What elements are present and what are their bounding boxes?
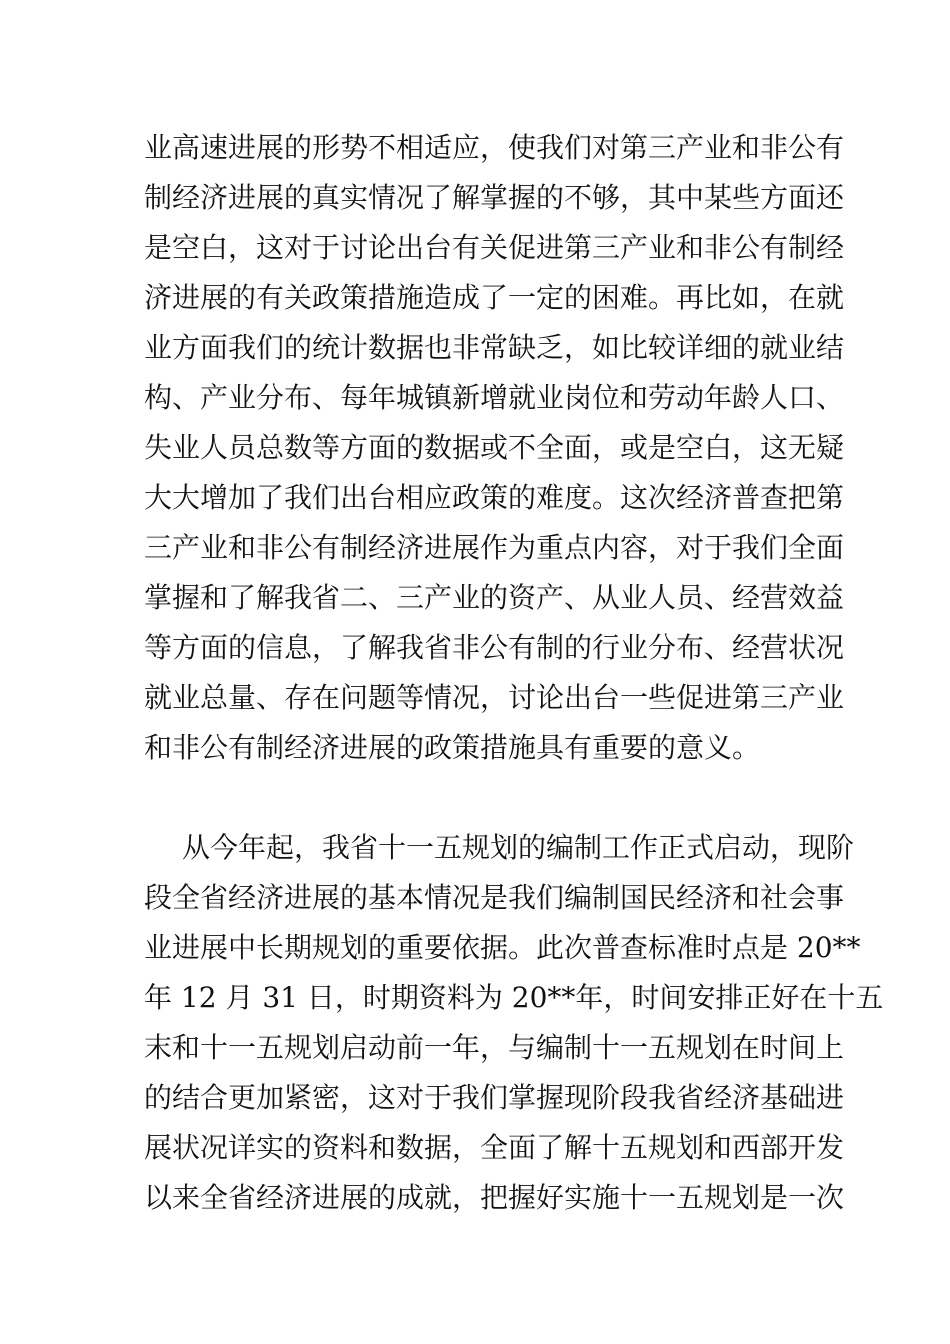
text-line: 济进展的有关政策措施造成了一定的困难。再比如，在就 (144, 281, 845, 314)
text-line: 是空白，这对于讨论出台有关促进第三产业和非公有制经 (144, 231, 845, 264)
text-line: 三产业和非公有制经济进展作为重点内容，对于我们全面 (144, 531, 845, 564)
text-line: 失业人员总数等方面的数据或不全面，或是空白，这无疑 (144, 431, 845, 464)
text-line: 的结合更加紧密，这对于我们掌握现阶段我省经济基础进 (144, 1081, 845, 1114)
text-line: 末和十一五规划启动前一年，与编制十一五规划在时间上 (144, 1031, 845, 1064)
text-line: 就业总量、存在问题等情况，讨论出台一些促进第三产业 (144, 681, 845, 714)
text-line: 等方面的信息，了解我省非公有制的行业分布、经营状况 (144, 631, 845, 664)
text-line: 和非公有制经济进展的政策措施具有重要的意义。 (144, 731, 761, 764)
text-line: 业高速进展的形势不相适应，使我们对第三产业和非公有 (144, 131, 845, 164)
text-line: 制经济进展的真实情况了解掌握的不够，其中某些方面还 (144, 181, 845, 214)
text-line: 年 12 月 31 日，时期资料为 20**年，时间安排正好在十五 (144, 981, 884, 1014)
text-line: 从今年起，我省十一五规划的编制工作正式启动，现阶 (182, 831, 855, 864)
text-line: 展状况详实的资料和数据，全面了解十五规划和西部开发 (144, 1131, 845, 1164)
paragraph-2 (144, 823, 884, 1223)
text-line: 以来全省经济进展的成就，把握好实施十一五规划是一次 (144, 1181, 845, 1214)
text-line: 业方面我们的统计数据也非常缺乏，如比较详细的就业结 (144, 331, 845, 364)
text-line: 构、产业分布、每年城镇新增就业岗位和劳动年龄人口、 (144, 381, 845, 414)
text-line: 掌握和了解我省二、三产业的资产、从业人员、经营效益 (144, 581, 845, 614)
text-line: 业进展中长期规划的重要依据。此次普查标准时点是 20** (144, 931, 861, 964)
text-line: 大大增加了我们出台相应政策的难度。这次经济普查把第 (144, 481, 845, 514)
paragraph-1 (144, 123, 845, 773)
text-line: 段全省经济进展的基本情况是我们编制国民经济和社会事 (144, 881, 845, 914)
